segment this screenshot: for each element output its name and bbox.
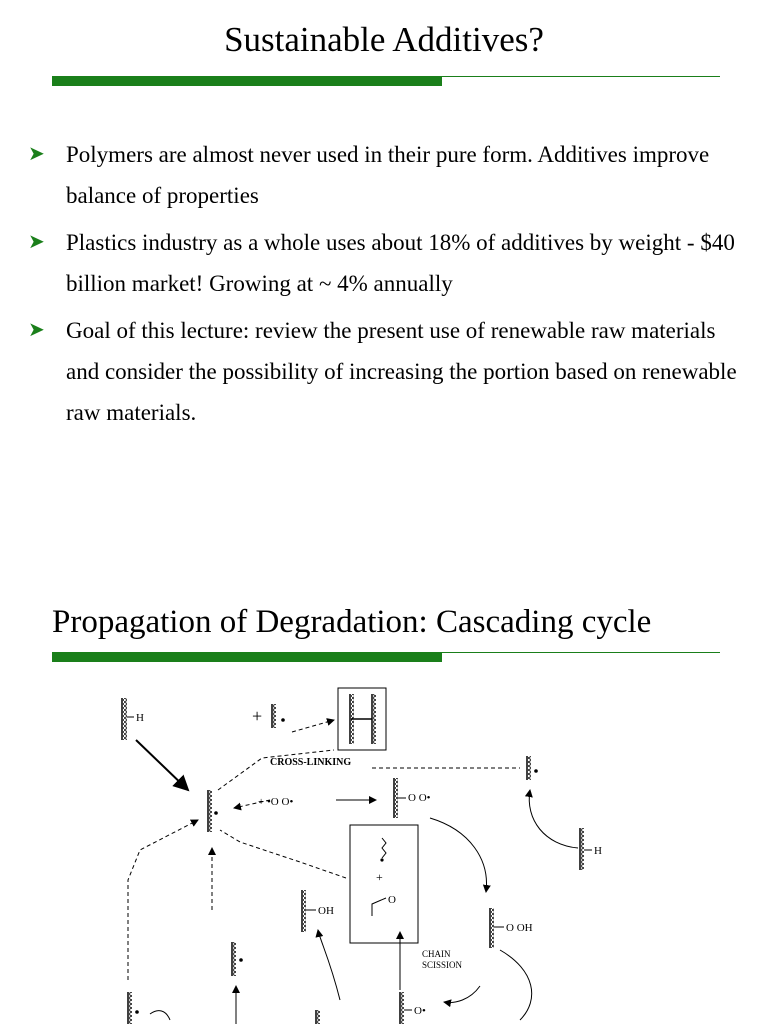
polymer-chain-h xyxy=(122,698,144,740)
svg-text:OH: OH xyxy=(318,905,334,917)
bullet-item xyxy=(28,134,738,216)
crosslinking-label: CROSS-LINKING xyxy=(270,757,352,768)
alkoxy-radical xyxy=(400,992,426,1024)
title-underline-2 xyxy=(52,652,720,662)
svg-text:O•: O• xyxy=(414,1005,426,1017)
slide-title: Sustainable Additives? xyxy=(224,20,544,59)
hydroperoxide xyxy=(490,908,533,948)
bullet-item xyxy=(28,310,738,433)
underline-thin xyxy=(442,76,720,77)
underline-thick xyxy=(52,652,442,662)
underline-thick xyxy=(52,76,442,86)
lower-radical xyxy=(232,942,243,976)
bottom-left-radical xyxy=(128,992,139,1024)
svg-text:H: H xyxy=(136,712,144,724)
underline-thin xyxy=(442,652,720,653)
bullet-text: Plastics industry as a whole uses about 18% of additives by weight - $40 billion market! Growing at ~ 4% annually xyxy=(66,230,735,296)
svg-text:O O•: O O• xyxy=(408,792,431,804)
central-radical xyxy=(208,790,218,832)
arrow-to-radical xyxy=(136,740,188,790)
scission-box xyxy=(350,825,418,943)
svg-text:SCISSION: SCISSION xyxy=(422,960,463,970)
arrow-bullet-icon: ➤ xyxy=(28,319,45,341)
svg-text:CHAIN: CHAIN xyxy=(422,949,451,959)
svg-text:+: + xyxy=(376,870,383,884)
arrow-bullet-icon: ➤ xyxy=(28,143,45,165)
hydroxyl-chain xyxy=(302,890,334,932)
polymer-chain-h-right xyxy=(580,828,602,870)
title-underline xyxy=(52,76,720,86)
svg-text:O: O xyxy=(388,894,396,906)
bullet-item xyxy=(28,222,738,304)
radical-right xyxy=(527,756,538,780)
bullet-text: Goal of this lecture: review the present use of renewable raw materials and consider the possibility of increasing the portion based on renewable raw materials. xyxy=(66,318,737,425)
svg-text:O OH: O OH xyxy=(506,922,533,934)
slide-title-2: Propagation of Degradation: Cascading cycle xyxy=(52,604,652,640)
peroxy-radical xyxy=(394,778,431,818)
svg-text:+ •O O•: + •O O• xyxy=(258,796,294,808)
chain-radical xyxy=(272,704,285,728)
bullet-list xyxy=(28,134,738,439)
bullet-text: Polymers are almost never used in their pure form. Additives improve balance of properties xyxy=(66,142,710,208)
degradation-cycle-diagram xyxy=(0,670,768,1024)
svg-text:+: + xyxy=(252,706,263,726)
svg-text:H: H xyxy=(594,845,602,857)
arrow-bullet-icon: ➤ xyxy=(28,231,45,253)
crosslink-box xyxy=(338,688,386,750)
